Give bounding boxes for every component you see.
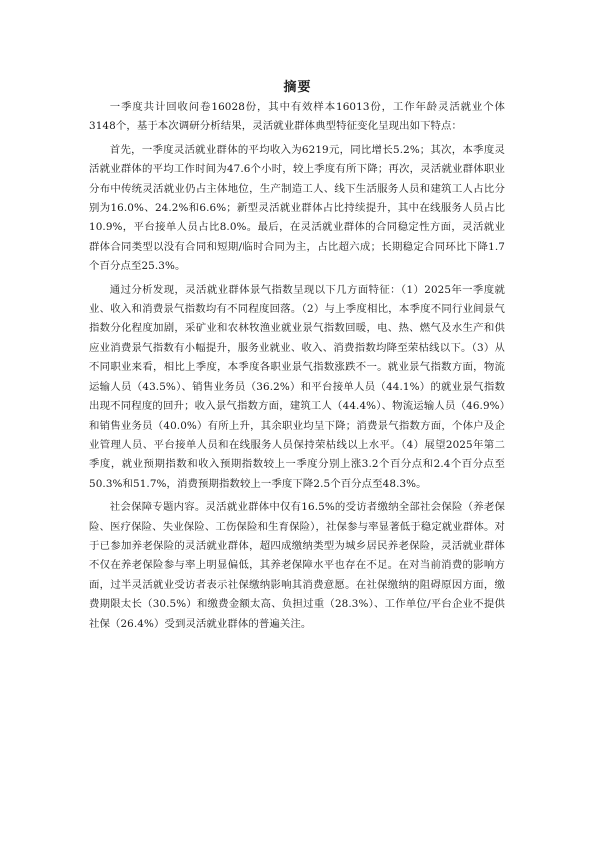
paragraph-social-security: 社会保障专题内容。灵活就业群体中仅有16.5%的受访者缴纳全部社会保险（养老保险、医疗保险、失业保险、工伤保险和生育保险），社保参与率显著低于稳定就业群体。对于已参加养老保险的灵活就业群体，超四成缴纳类型为城乡居民养老保险，灵活就业群体不仅在养老保险参与率上明显偏低，其养老保障水平也存在不足。在对当前消费的影响方面，过半灵活就业受访者表示社保缴纳影响其消费意愿。在社保缴纳的阻碍原因方面，缴费期限太长（30.5%）和缴费金额太高、负担过重（28.3%）、工作单位/平台企业不提供社保（26.4%）受到灵活就业群体的普遍关注。 <box>89 501 505 630</box>
document-title: 摘要 <box>283 80 312 95</box>
paragraph-sentiment-index: 通过分析发现，灵活就业群体景气指数呈现以下几方面特征：（1）2025年一季度就业、收入和消费景气指数均有不同程度回落。（2）与上季度相比，本季度不同行业间景气指数分化程度加剧，采矿业和农林牧渔业就业景气指数回暖，电、热、燃气及水生产和供应业消费景气指数有小幅提升，服务业就业、收入、消费指数均降至荣枯线以下。（3）从不同职业来看，相比上季度，本季度各职业景气指数涨跌不一。就业景气指数方面，物流运输人员（43.5%）、销售业务员（36.2%）和平台接单人员（44.1%）的就业景气指数出现不同程度的回升；收入景气指数方面，建筑工人（44.4%）、物流运输人员（46.9%）和销售业务员（40.0%）有所上升，其余职业均呈下降；消费景气指数方面，个体户及企业管理人员、平台接单人员和在线服务人员保持荣枯线以上水平。（4）展望2025年第二季度，就业预期指数和收入预期指数较上一季度分别上涨3.2个百分点和2.4个百分点至50.3%和51.7%，消费预期指数较上一季度下降2.5个百分点至48.3%。 <box>89 283 505 490</box>
paragraph-survey-overview: 一季度共计回收问卷16028份，其中有效样本16013份，工作年龄灵活就业个体3148个，基于本次调研分析结果，灵活就业群体典型特征变化呈现出如下特点： <box>89 101 505 133</box>
document-body <box>89 98 505 638</box>
paragraph-group-characteristics: 首先，一季度灵活就业群体的平均收入为6219元，同比增长5.2%；其次，本季度灵活就业群体的平均工作时间为47.6个小时，较上季度有所下降；再次，灵活就业群体职业分布中传统灵活就业仍占主体地位，生产制造工人、线下生活服务人员和建筑工人占比分别为16.0%、24.2%和6.6%；新型灵活就业群体占比持续提升，其中在线服务人员占比10.9%，平台接单人员占比8.0%。最后，在灵活就业群体的合同稳定性方面，灵活就业群体合同类型以没有合同和短期/临时合同为主，占比超六成；长期稳定合同环比下降1.7个百分点至25.3%。 <box>89 143 505 273</box>
